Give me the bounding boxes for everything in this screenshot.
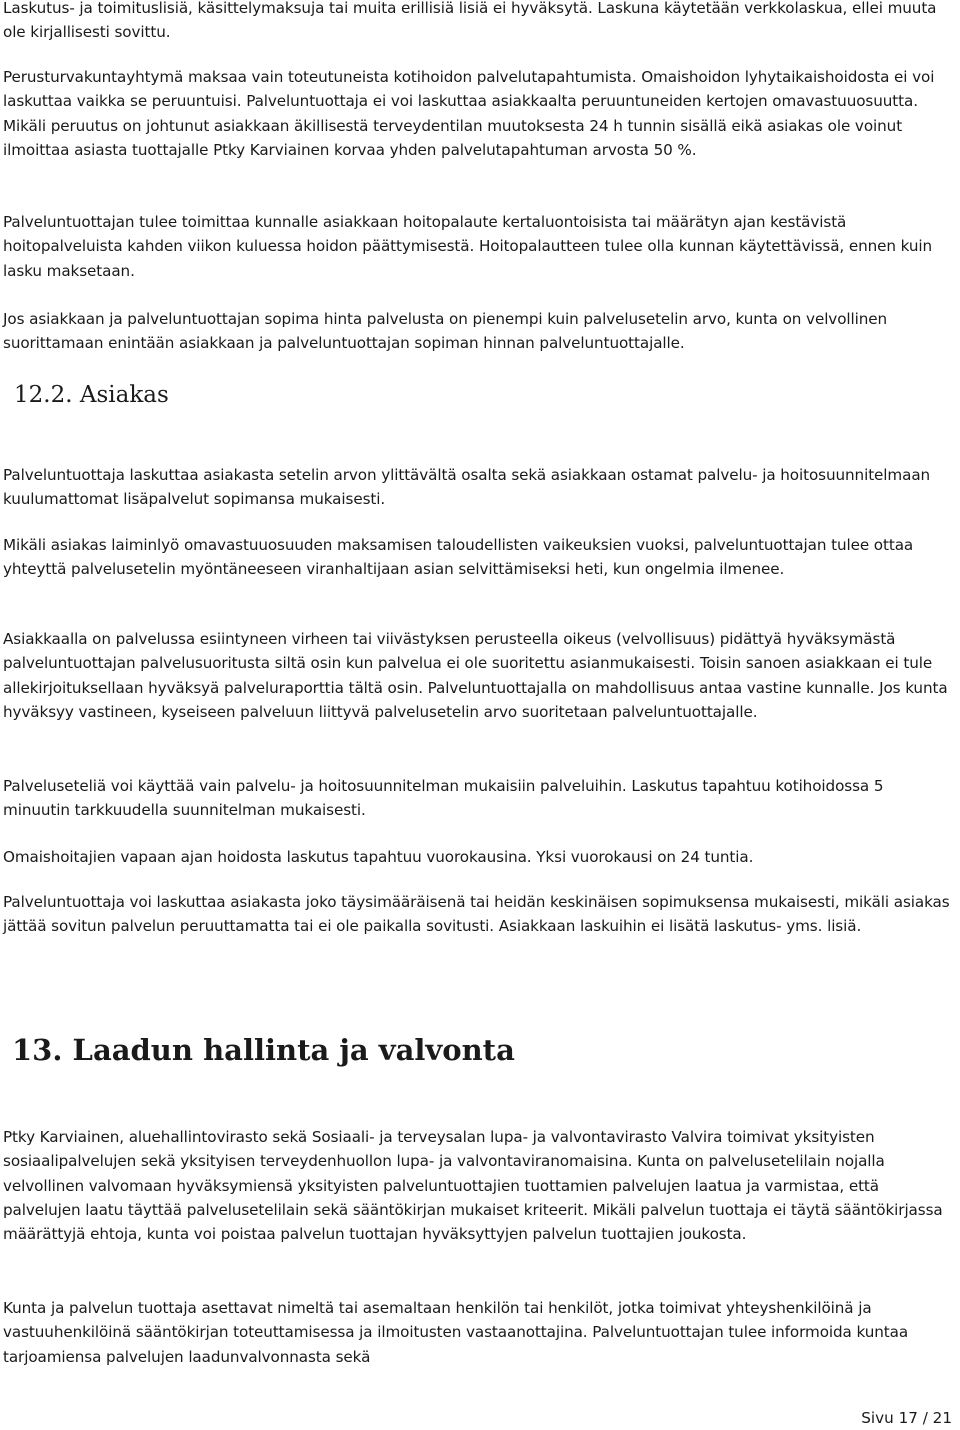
- paragraph-contact-persons: Kunta ja palvelun tuottaja asettavat nimeltä tai asemaltaan henkilön tai henkilöt, jotka toimivat yhteyshenkilöinä ja vastuuhenkilöinä sääntökirjan toteuttamisessa ja ilmoitusten vastaanottajina. Palveluntuottajan tulee informoida kuntaa tarjoamiensa palvelujen laadunvalvonnasta sekä: [3, 1299, 909, 1366]
- section-heading-13: 13. Laadun hallinta ja valvonta: [12, 1033, 515, 1067]
- paragraph-respite-billing: Omaishoitajien vapaan ajan hoidosta laskutus tapahtuu vuorokausina. Yksi vuorokausi on 24 tuntia.: [3, 848, 754, 866]
- paragraph-customer-billing: Palveluntuottaja laskuttaa asiakasta setelin arvon ylittävältä osalta sekä asiakkaan ostamat palvelu- ja hoitosuunnitelmaan kuulumattomat lisäpalvelut sopimansa mukaisesti.: [3, 466, 931, 509]
- paragraph-supervision: Ptky Karviainen, aluehallintovirasto sekä Sosiaali- ja terveysalan lupa- ja valvontavirasto Valvira toimivat yksityisten sosiaalipalvelujen sekä yksityisen terveydenhuollon lupa- ja valvontaviranomaisina. Kunta on palvelusetelilain nojalla velvollinen valvomaan hyväksymiensä yksityisten palveluntuottajien tuottamien palvelujen laatua ja varmistaa, että palvelujen laatu täyttää palvelusetelilain sekä sääntökirjan mukaiset kriteerit. Mikäli palvelun tuottaja ei täytä sääntökirjassa määrättyjä ehtoja, kunta voi poistaa palvelun tuottajan hyväksyttyjen palvelun tuottajien joukosta.: [3, 1128, 943, 1244]
- paragraph-missed-appointments: Palveluntuottaja voi laskuttaa asiakasta joko täysimääräisenä tai heidän keskinäisen sopimuksensa mukaisesti, mikäli asiakas jättää sovitun palvelun peruuttamatta tai ei ole paikalla sovitusti. Asiakkaan laskuihin ei lisätä laskutus- yms. lisiä.: [3, 893, 950, 936]
- page-number: Sivu 17 / 21: [861, 1409, 952, 1427]
- paragraph-care-feedback: Palveluntuottajan tulee toimittaa kunnalle asiakkaan hoitopalaute kertaluontoisista tai määrätyn ajan kestävistä hoitopalveluista kahden viikon kuluessa hoidon päättymisestä. Hoitopalautteen tulee olla kunnan käytettävissä, ennen kuin lasku maksetaan.: [3, 213, 933, 280]
- paragraph-right-to-withhold: Asiakkaalla on palvelussa esiintyneen virheen tai viivästyksen perusteella oikeus (velvollisuus) pidättyä hyväksymästä palveluntuottajan palvelusuoritusta siltä osin kun palvelua ei ole suoritettu asianmukaisesti. Toisin sanoen asiakkaan ei tule allekirjoituksellaan hyväksyä palveluraporttia tältä osin. Palveluntuottajalla on mahdollisuus antaa vastine kunnalle. Jos kunta hyväksyy vastineen, kyseiseen palveluun liittyvä palvelusetelin arvo suoritetaan palveluntuottajalle.: [3, 630, 948, 721]
- paragraph-price-lower-than-voucher: Jos asiakkaan ja palveluntuottajan sopima hinta palvelusta on pienempi kuin palvelusetelin arvo, kunta on velvollinen suorittamaan enintään asiakkaan ja palveluntuottajan sopiman hinnan palveluntuottajalle.: [3, 310, 888, 353]
- paragraph-voucher-usage: Palveluseteliä voi käyttää vain palvelu- ja hoitosuunnitelman mukaisiin palveluihin. Laskutus tapahtuu kotihoidossa 5 minuutin tarkkuudella suunnitelman mukaisesti.: [3, 777, 884, 820]
- paragraph-payment-neglect: Mikäli asiakas laiminlyö omavastuuosuuden maksamisen taloudellisten vaikeuksien vuoksi, palveluntuottajan tulee ottaa yhteyttä palvelusetelin myöntäneeseen viranhaltijaan asian selvittämiseksi heti, kun ongelmia ilmenee.: [3, 536, 914, 579]
- paragraph-cancellations: Perusturvakuntayhtymä maksaa vain toteutuneista kotihoidon palvelutapahtumista. Omaishoidon lyhytaikaishoidosta ei voi laskuttaa vaikka se peruuntuisi. Palveluntuottaja ei voi laskuttaa asiakkaalta peruuntuneiden kertojen omavastuuosuutta. Mikäli peruutus on johtunut asiakkaan äkillisestä terveydentilan muutoksesta 24 h tunnin sisällä eikä asiakas ole voinut ilmoittaa asiasta tuottajalle Ptky Karviainen korvaa yhden palvelutapahtuman arvosta 50 %.: [3, 68, 935, 159]
- paragraph-invoicing-fees: Laskutus- ja toimituslisiä, käsittelymaksuja tai muita erillisiä lisiä ei hyväksytä. Laskuna käytetään verkkolaskua, ellei muuta ole kirjallisesti sovittu.: [3, 0, 937, 42]
- section-heading-12-2: 12.2. Asiakas: [14, 382, 169, 408]
